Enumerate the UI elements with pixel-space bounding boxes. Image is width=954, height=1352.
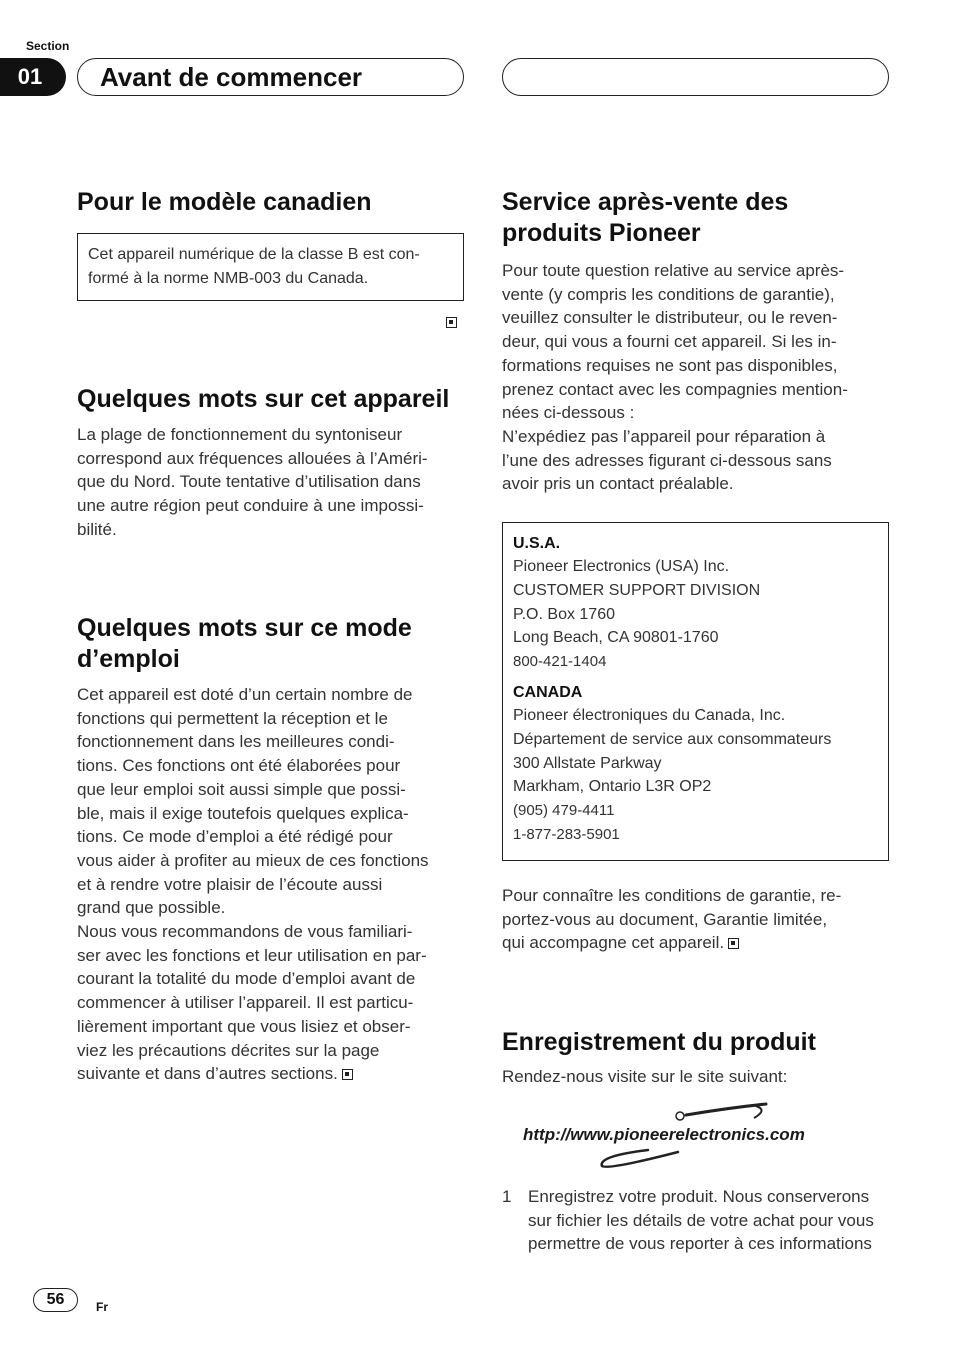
end-of-section-mark xyxy=(446,317,457,328)
usa-line: Pioneer Electronics (USA) Inc. xyxy=(513,558,730,575)
manual-text: Cet appareil est doté d’un certain nombre de fonctions qui permettent la réception et le fonctionnement dans les meilleures condi- tions. Ces fonctions ont été élaborées pour que leur emploi soit aussi simple que possi- ble, mais il exige toutefois quelques explica- tions. Ce mode d’emploi a été rédigé pour vous aider à profiter au mieux de ces fonctions et à rendre votre plaisir de l’écoute aussi grand que possible. Nous vous recommandons de vous familiari- ser avec les fonctions et leur utilisation en par- courant la totalité du mode d’emploi avant de commencer à utiliser l’appareil. Il est particu- lièrement important que vous lisiez et obser- viez les précautions décrites sur la page suivante et dans d’autres sections. xyxy=(77,685,429,1084)
canada-title: CANADA xyxy=(513,683,583,701)
registration-intro: Rendez-nous visite sur le site suivant: xyxy=(502,1067,788,1086)
canada-line: Département de service aux consommateurs xyxy=(513,730,832,748)
device-text: La plage de fonctionnement du syntoniseur correspond aux fréquences allouées à l’Améri- que du Nord. Toute tentative d’utilisation dans une autre région peut conduire à une impossi- bilité. xyxy=(77,425,428,539)
language-code: Fr xyxy=(96,1300,108,1314)
chapter-title-pill xyxy=(77,58,464,96)
canadian-notice-box xyxy=(77,233,464,301)
usa-line: Long Beach, CA 90801-1760 xyxy=(513,629,719,647)
step-number: 1 xyxy=(502,1187,512,1206)
manual-text-block xyxy=(77,683,477,1086)
usa-line: P.O. Box 1760 xyxy=(513,605,615,623)
heading-service: Service après-vente des produits Pioneer xyxy=(502,188,789,247)
usa-line: CUSTOMER SUPPORT DIVISION xyxy=(513,581,761,599)
section-label: Section xyxy=(26,39,70,53)
canada-line: Pioneer électroniques du Canada, Inc. xyxy=(513,706,786,724)
end-of-section-mark xyxy=(342,1069,353,1080)
heading-device: Quelques mots sur cet appareil xyxy=(77,385,450,413)
address-box xyxy=(502,522,889,861)
warranty-text: Pour connaître les conditions de garantie, re- portez-vous au document, Garantie limitée, qui accompagne cet appareil. xyxy=(502,886,842,953)
step-text: Enregistrez votre produit. Nous conserverons sur fichier les détails de votre achat pour vous permettre de vous reporter à ces informations xyxy=(528,1187,874,1254)
section-number-badge: 01 xyxy=(0,58,66,96)
usa-title: U.S.A. xyxy=(513,535,561,552)
canada-phone: (905) 479-4411 xyxy=(513,802,615,820)
heading-canadian-model: Pour le modèle canadien xyxy=(77,188,372,216)
website-link[interactable]: http://www.pioneerelectronics.com xyxy=(523,1125,805,1144)
header-empty-pill xyxy=(502,58,889,96)
chapter-title: Avant de commencer xyxy=(100,62,363,92)
heading-manual: Quelques mots sur ce mode d’emploi xyxy=(77,614,412,673)
canadian-notice-text: Cet appareil numérique de la classe B est con- formé à la norme NMB-003 du Canada. xyxy=(88,246,420,287)
page-number: 56 xyxy=(33,1288,78,1312)
heading-registration: Enregistrement du produit xyxy=(502,1028,816,1056)
canada-line: Markham, Ontario L3R OP2 xyxy=(513,778,712,796)
end-of-section-mark xyxy=(728,938,739,949)
warranty-block xyxy=(502,884,902,955)
canada-phone: 1-877-283-5901 xyxy=(513,825,620,843)
pioneer-url-logo xyxy=(518,1100,878,1172)
service-text: Pour toute question relative au service après- vente (y compris les conditions de garantie), veuillez consulter le distributeur, ou le reven- deur, qui vous a fourni cet appareil. Si les in- formations requises ne sont pas disponibles, prenez contact avec les compagnies mention- nées ci-dessous : N’expédiez pas l’appareil pour réparation à l’une des adresses figurant ci-dessous sans avoir pris un contact préalable. xyxy=(502,261,848,494)
usa-phone: 800-421-1404 xyxy=(513,653,607,671)
canada-line: 300 Allstate Parkway xyxy=(513,754,662,772)
